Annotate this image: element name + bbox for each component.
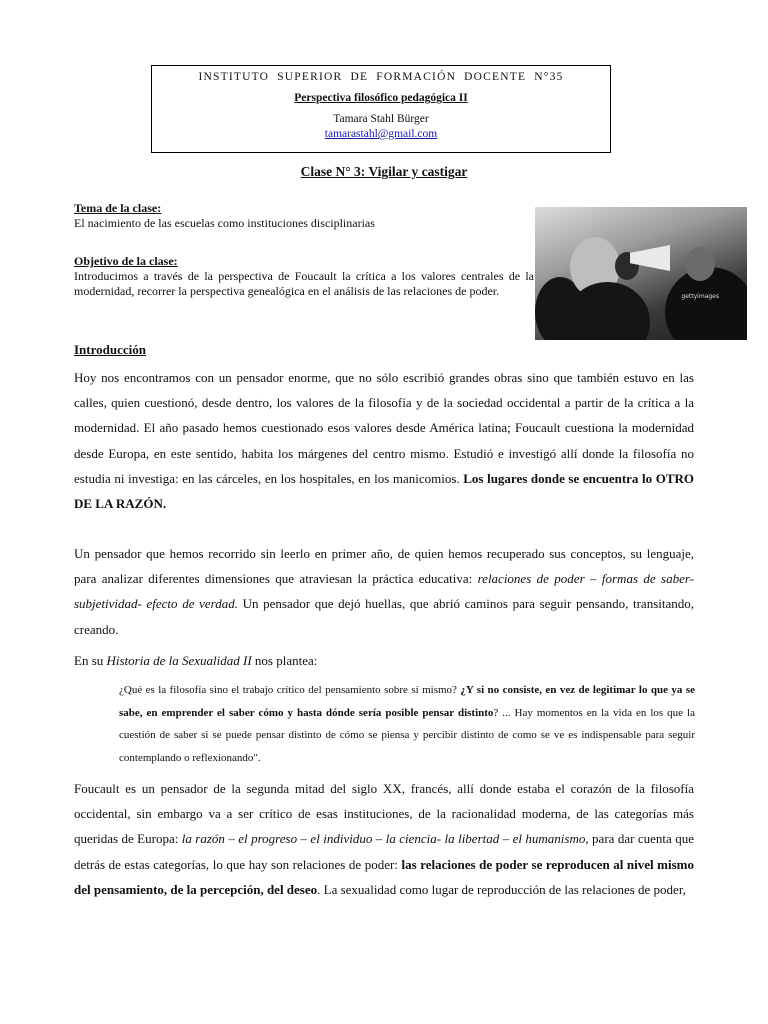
quote-b: ? ... Hay momentos en la vida en los que la cuestión de saber si se puede pensar distinto de cómo se piensa y percibir distinto de como se ve es indispensable para seguir contemplando o reflexionando". (119, 706, 695, 764)
objetivo-section (74, 254, 534, 299)
author-name: Tamara Stahl Bürger (333, 113, 429, 125)
foucault-photo (535, 207, 747, 340)
tema-text: El nacimiento de las escuelas como instituciones disciplinarias (74, 216, 375, 230)
intro-p3-italic: Historia de la Sexualidad II (106, 653, 252, 668)
p4-a: Foucault es un pensador de la segunda mitad del siglo XX, francés, allí donde estaba el corazón de la filosofía occidental, sin embargo va a ser crítico de esas instituciones, de la racionalidad moderna, de las categorías más queridas de Europa: (74, 781, 694, 847)
intro-p2-a: Un pensador que hemos recorrido sin leerlo en primer año, de quien hemos recuperado sus conceptos, su lenguaje, para analizar diferentes dimensiones que atraviesan la práctica educativa: (74, 546, 694, 587)
quote-a: ¿Qué es la filosofía sino el trabajo crítico del pensamiento sobre sí mismo? (119, 684, 457, 696)
intro-paragraph-3 (74, 648, 694, 673)
quote-bold: ¿Y si no consiste, en vez de legitimar lo que ya se sabe, en emprender el saber cómo y hasta dónde sería posible pensar distinto (119, 684, 695, 719)
objetivo-label: Objetivo de la clase: (74, 254, 178, 268)
photo-watermark: gettyimages (681, 293, 719, 300)
email-link[interactable]: tamarastahl@gmail.com (324, 128, 438, 140)
p4-b: , para dar cuenta que detrás de estas categorías, lo que hay son relaciones de poder: (74, 831, 695, 872)
intro-heading: Introducción (74, 342, 146, 357)
p4-italic: la razón – el progreso – el individuo – la ciencia- la libertad – el humanismo (181, 831, 586, 847)
intro-paragraph-2 (74, 541, 694, 642)
p4-c: . La sexualidad como lugar de reproducción de las relaciones de poder, (317, 881, 686, 897)
tema-label: Tema de la clase: (74, 201, 162, 215)
header-box (151, 65, 611, 153)
p4-bold: las relaciones de poder se reproducen al nivel mismo del pensamiento, de la percepción, del deseo (74, 856, 695, 897)
intro-p1-text: Hoy nos encontramos con un pensador enorme, que no sólo escribió grandes obras sino que también estuvo en las calles, quien cuestionó, desde dentro, los valores de la filosofía y de la sociedad occidental a partir de la crítica a la modernidad. El año pasado hemos cuestionado esos valores desde América latina; Foucault cuestiona la modernidad desde Europa, en este sentido, habita los márgenes del centro mismo. Estudió e investigó allí donde la filosofía no estudia ni investiga: en las cárceles, en los hospitales, en los manicomios. (74, 370, 694, 486)
tema-section (74, 201, 534, 231)
class-title: Clase N° 3: Vigilar y castigar (300, 164, 468, 179)
intro-paragraph-1 (74, 365, 694, 516)
intro-p1-bold: Los lugares donde se encuentra lo OTRO DE LA RAZÓN. (74, 470, 695, 512)
institution-name: INSTITUTO SUPERIOR DE FORMACIÓN DOCENTE N°35 (198, 71, 564, 83)
intro-p2-b: Un pensador que dejó huellas, que abrió caminos para seguir pensando, transitando, creando. (74, 596, 694, 637)
course-title: Perspectiva filosófico pedagógica II (294, 92, 468, 104)
paragraph-4 (74, 776, 694, 902)
intro-p3-b: nos plantea: (254, 653, 318, 668)
intro-p2-italic: relaciones de poder – formas de saber- subjetividad- efecto de verdad. (74, 571, 695, 612)
block-quote (119, 679, 695, 769)
intro-p3-a: En su (74, 653, 104, 668)
objetivo-text: Introducimos a través de la perspectiva de Foucault la crítica a los valores centrales de la modernidad, recorrer la perspectiva genealógica en el análisis de las relaciones de poder. (74, 269, 534, 298)
